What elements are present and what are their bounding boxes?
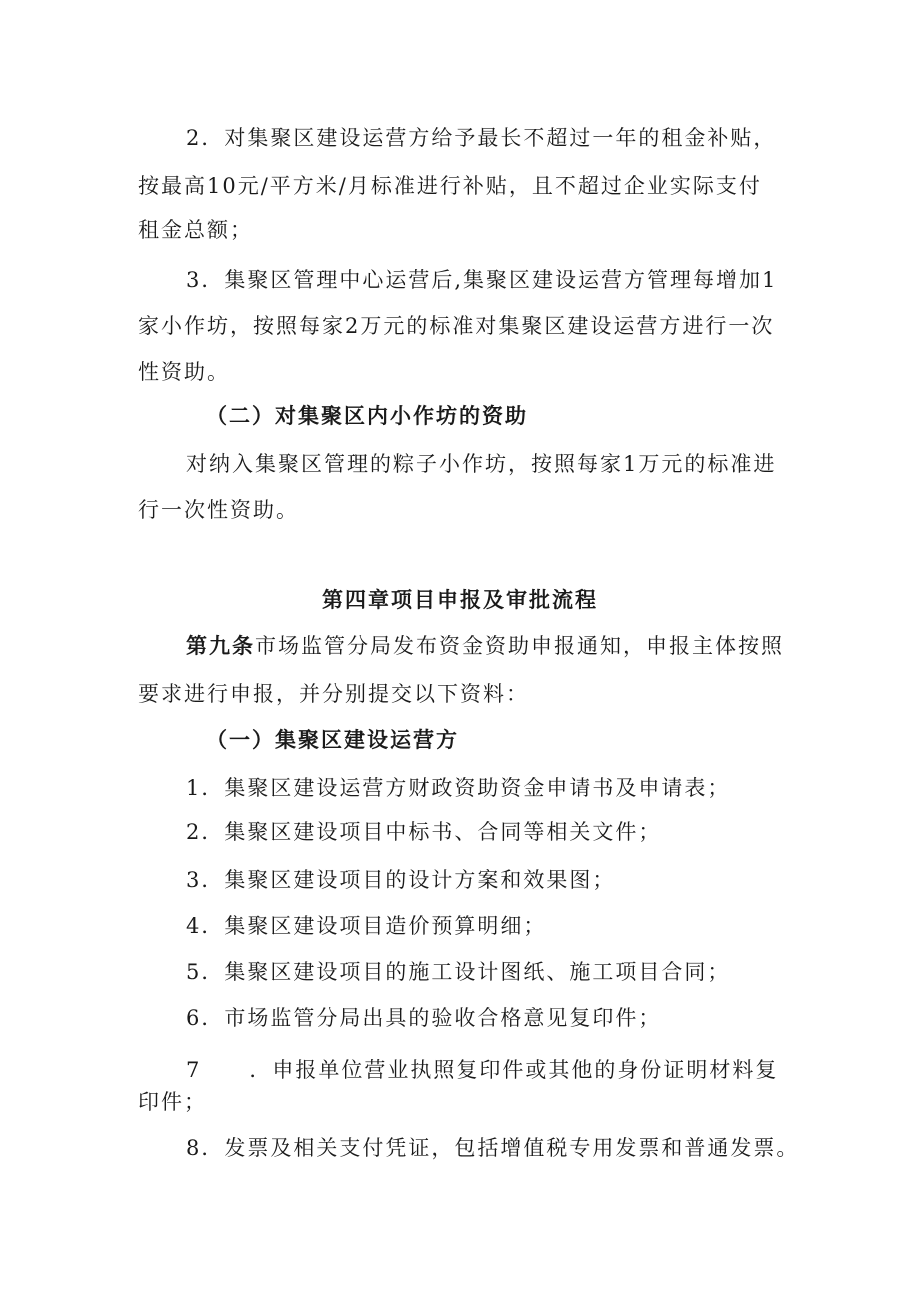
list-item: 3．集聚区建设项目的设计方案和效果图； xyxy=(186,868,616,892)
paragraph-line-1: 对纳入集聚区管理的粽子小作坊，按照每家1万元的标准进 xyxy=(186,452,777,476)
list-item: 4．集聚区建设项目造价预算明细； xyxy=(186,914,547,938)
item-7-line-1 xyxy=(186,1056,778,1084)
item-3-line-3: 性资助。 xyxy=(138,360,230,384)
item-2-line-2: 按最高10元/平方米/月标准进行补贴，且不超过企业实际支付 xyxy=(138,174,762,198)
item-8: 8．发票及相关支付凭证，包括增值税专用发票和普通发票。 xyxy=(186,1136,800,1160)
chapter-title: 第四章项目申报及审批流程 xyxy=(322,587,598,612)
list-item: 2．集聚区建设项目中标书、合同等相关文件； xyxy=(186,820,662,844)
article-9-line-1 xyxy=(186,632,784,660)
list-item: 6．市场监管分局出具的验收合格意见复印件； xyxy=(186,1006,662,1030)
item-3-line-2: 家小作坊，按照每家2万元的标准对集聚区建设运营方进行一次 xyxy=(138,314,775,338)
list-item: 1．集聚区建设运营方财政资助资金申请书及申请表； xyxy=(186,776,731,800)
article-9-line-2: 要求进行申报，并分别提交以下资料： xyxy=(138,682,529,706)
article-9-label: 第九条 xyxy=(186,633,255,658)
item-3-line-1: 3．集聚区管理中心运营后,集聚区建设运营方管理每增加1 xyxy=(186,268,778,292)
item-7-line-2: 印件； xyxy=(138,1090,207,1114)
paragraph-line-2: 行一次性资助。 xyxy=(138,498,299,522)
subheading-operator: （一）集聚区建设运营方 xyxy=(206,727,459,752)
subheading-resident-workshops: （二）对集聚区内小作坊的资助 xyxy=(206,403,528,428)
item-7-text: ．申报单位营业执照复印件或其他的身份证明材料复 xyxy=(249,1058,779,1082)
article-9-text: 市场监管分局发布资金资助申报通知，申报主体按照 xyxy=(255,634,784,658)
item-2-line-1: 2．对集聚区建设运营方给予最长不超过一年的租金补贴， xyxy=(186,126,777,150)
list-item: 5．集聚区建设项目的施工设计图纸、施工项目合同； xyxy=(186,960,731,984)
item-7-number: 7 xyxy=(186,1058,202,1082)
item-2-line-3: 租金总额； xyxy=(138,218,253,242)
